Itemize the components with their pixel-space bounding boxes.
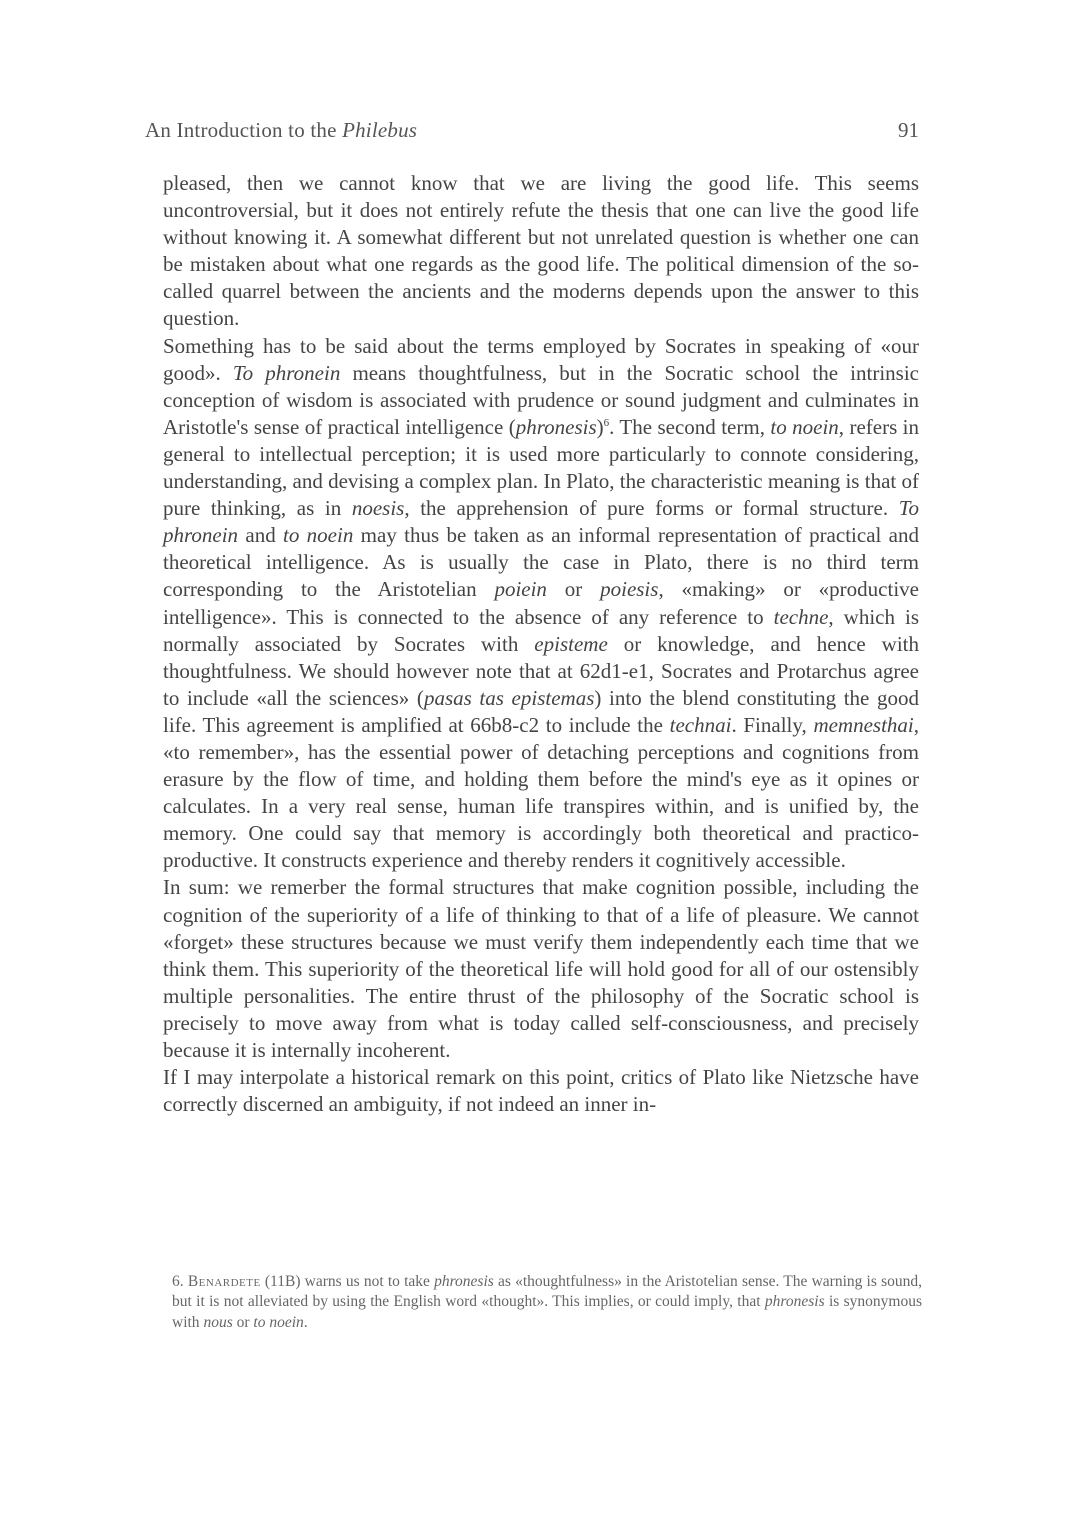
- italic-term: poiesis: [600, 577, 659, 602]
- italic-term: to noein: [283, 523, 354, 548]
- italic-term: phronesis: [764, 1293, 825, 1311]
- footnote-number: 6.: [172, 1273, 188, 1290]
- paragraph: pleased, then we cannot know that we are living the good life. This seems uncontroversial, but it does not entirely refute the thesis that one can live the good life without knowing it. A somewhat different but not unrelated question is whether one can be mistaken about what one regards as the good life. The political dimension of the so-called quarrel between the ancients and the moderns depends upon the answer to this question.: [163, 171, 919, 331]
- text-run: , the apprehension of pure forms or formal structure.: [404, 496, 899, 521]
- text-run: , «making» or «productive intelligence». This is connected to the absence of any reference to: [163, 577, 919, 629]
- italic-term: episteme: [534, 631, 608, 656]
- italic-term: pasas tas epistemas: [423, 685, 595, 710]
- running-header: [145, 118, 925, 143]
- italic-term: nous: [203, 1313, 233, 1331]
- text-run: .: [303, 1313, 308, 1331]
- italic-term: techne: [773, 604, 829, 629]
- body-text: [163, 170, 919, 1118]
- italic-term: phronesis: [515, 414, 597, 439]
- footnote-ref: 6: [603, 416, 610, 429]
- text-run: as «thoughtfulness» in the Aristotelian sense. The warning is sound, but it is not alleviated by using the English word «thought». This implies, or could imply, that: [172, 1273, 922, 1311]
- text-run: or: [232, 1313, 254, 1331]
- text-run: , refers in general to intellectual perception; it is used more particularly to connote considering, understanding, and devising a complex plan. In Plato, the characteristic meaning is that of pure thinking, as in: [163, 414, 919, 521]
- paragraph: [163, 333, 919, 875]
- italic-term: noesis: [351, 496, 405, 521]
- italic-term: technai: [669, 712, 732, 737]
- italic-term: To phronein: [232, 360, 341, 385]
- text-run: Something has to be said about the terms employed by Socrates in speaking of «our good».: [163, 333, 919, 385]
- paragraph: If I may interpolate a historical remark on this point, critics of Plato like Nietzsche have correctly discerned an ambiguity, if not indeed an inner in-: [163, 1065, 919, 1117]
- italic-term: memnesthai: [813, 712, 914, 737]
- text-run: is synonymous with: [172, 1293, 922, 1331]
- text-run: or: [546, 577, 601, 602]
- text-run: ) into the blend constituting the good life. This agreement is amplified at 66b8-c2 to include the: [163, 685, 919, 737]
- page-number: 91: [898, 118, 919, 142]
- italic-term: poiein: [494, 577, 547, 602]
- italic-term: To phronein: [163, 496, 919, 548]
- text-run: (11B) warns us not to take: [260, 1273, 435, 1290]
- italic-term: to noein: [253, 1313, 304, 1331]
- footnote: [172, 1272, 922, 1333]
- running-title: [145, 118, 417, 143]
- running-title-text: An Introduction to the: [145, 118, 343, 142]
- italic-term: to noein: [770, 414, 839, 439]
- text-run: and: [238, 523, 284, 548]
- footnote-author: Benardete: [187, 1273, 261, 1290]
- text-run: , which is normally associated by Socrates with: [163, 604, 920, 656]
- text-run: means thoughtfulness, but in the Socratic school the intrinsic conception of wisdom is associated with prudence or sound judgment and culminates in Aristotle's sense of practical intelligence (: [163, 360, 919, 439]
- text-run: . The second term,: [609, 414, 771, 439]
- text-run: . Finally,: [731, 712, 814, 737]
- paragraph: In sum: we remerber the formal structures that make cognition possible, including the cognition of the superiority of a life of thinking to that of a life of pleasure. We cannot «forget» these structures because we must verify them independently each time that we think them. This superiority of the theoretical life will hold good for all of our ostensibly multiple personalities. The entire thrust of the philosophy of the Socratic school is precisely to move away from what is today called self-consciousness, and precisely because it is internally incoherent.: [163, 875, 919, 1062]
- text-run: or knowledge, and hence with thoughtfulness. We should however note that at 62d1-e1, Socrates and Protarchus agree to include «all the sciences» (: [163, 631, 919, 710]
- italic-term: phronesis: [434, 1273, 494, 1290]
- text-run: may thus be taken as an informal representation of practical and theoretical intelligence. As is usually the case in Plato, there is no third term corresponding to the Aristotelian: [163, 523, 919, 602]
- text-run: , «to remember», has the essential power of detaching perceptions and cognitions from erasure by the flow of time, and holding them before the mind's eye as it opines or calculates. In a very real sense, human life transpires within, and is unified by, the memory. One could say that memory is accordingly both theoretical and practico-productive. It constructs experience and thereby renders it cognitively accessible.: [163, 712, 920, 873]
- running-title-italic: Philebus: [342, 118, 418, 142]
- text-run: ): [596, 414, 604, 439]
